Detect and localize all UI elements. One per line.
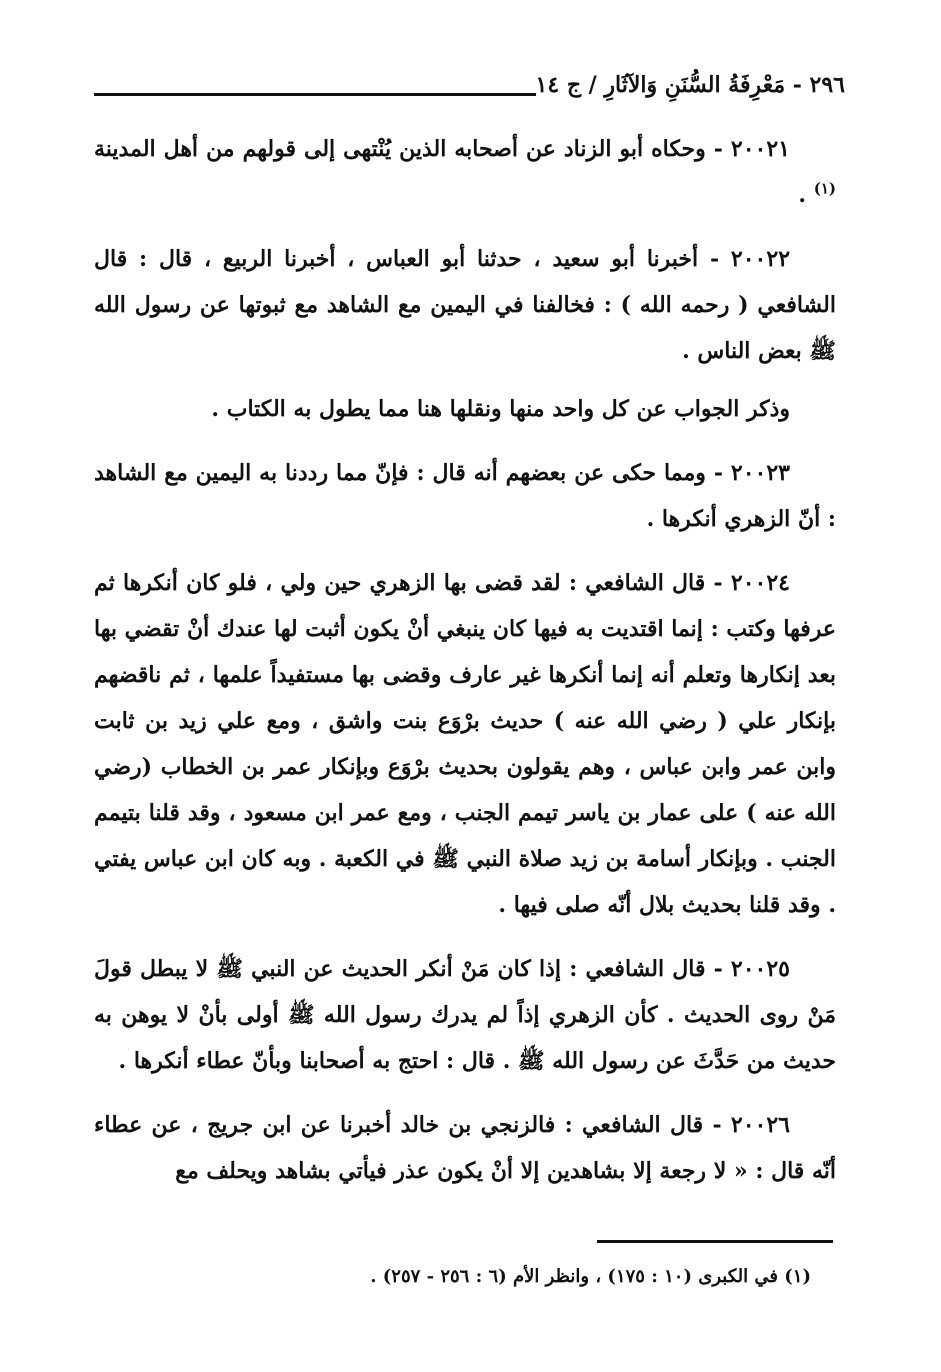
- paragraph-commentary: وذكر الجواب عن كل واحد منها ونقلها هنا مما يطول به الكتاب .: [211, 396, 790, 422]
- paragraph-20023: ٢٠٠٢٣ - ومما حكى عن بعضهم أنه قال : فإنّ مما رددنا به اليمين مع الشاهد : أنّ الزهري أنكرها .: [94, 460, 836, 532]
- paragraph-20025: ٢٠٠٢٥ - قال الشافعي : إذا كان مَنْ أنكر الحديث عن النبي ﷺ لا يبطل قولَ مَنْ روى الحديث . كأن الزهري إذاً لم يدرك رسول الله ﷺ أولى بأنْ لا يوهن به حديث من حَدَّثَ عن رسول الله ﷺ . قال : احتج به أصحابنا وبأنّ عطاء أنكرها .: [94, 956, 836, 1074]
- footnote: (١) في الكبرى (١٠ : ١٧٥) ، وانظر الأم (٦ : ٢٥٦ - ٢٥٧) .: [370, 1266, 811, 1287]
- main-text: [94, 126, 836, 1212]
- paragraph-tail: .: [798, 182, 814, 208]
- paragraph-20021: [94, 126, 836, 218]
- header-rule: [94, 93, 536, 96]
- paragraph-text: ٢٠٠٢١ - وحكاه أبو الزناد عن أصحابه الذين يُنْتهى إلى قولهم من أهل المدينة: [94, 136, 790, 162]
- paragraph-20026: ٢٠٠٢٦ - قال الشافعي : فالزنجي بن خالد أخبرنا عن ابن جريج ، عن عطاء أنّه قال : « لا رجعة إلا بشاهدين إلا أنْ يكون عذر فيأتي بشاهد ويحلف مع: [94, 1112, 836, 1184]
- running-header: ٢٩٦ - مَعْرِفَةُ السُّنَنِ وَالآثَارِ / ج ١٤: [535, 72, 845, 98]
- footnote-marker: (١): [813, 179, 836, 198]
- paragraph-20022: ٢٠٠٢٢ - أخبرنا أبو سعيد ، حدثنا أبو العباس ، أخبرنا الربيع ، قال : قال الشافعي ( رحمه الله ) : فخالفنا في اليمين مع الشاهد مع ثبوتها عن رسول الله ﷺ بعض الناس .: [94, 246, 836, 364]
- paragraph-20024: ٢٠٠٢٤ - قال الشافعي : لقد قضى بها الزهري حين ولي ، فلو كان أنكرها ثم عرفها وكتب : إنما اقتديت به فيها كان ينبغي أنْ يكون أثبت لها عندك أنْ تقضي بها بعد إنكارها وتعلم أنه إنما أنكرها غير عارف وقضى بها مستفيداً علمها ، ثم ناقضهم بإنكار علي ( رضي الله عنه ) حديث برْوَع بنت واشق ، ومع علي زيد بن ثابت وابن عمر وابن عباس ، وهم يقولون بحديث برْوَع وبإنكار عمر بن الخطاب (رضي الله عنه ) على عمار بن ياسر تيمم الجنب ، ومع عمر ابن مسعود ، وقد قلنا بتيمم الجنب . وبإنكار أسامة بن زيد صلاة النبي ﷺ في الكعبة . وبه كان ابن عباس يفتي . وقد قلنا بحديث بلال أنّه صلى فيها .: [94, 570, 836, 918]
- footnote-rule: [597, 1240, 833, 1243]
